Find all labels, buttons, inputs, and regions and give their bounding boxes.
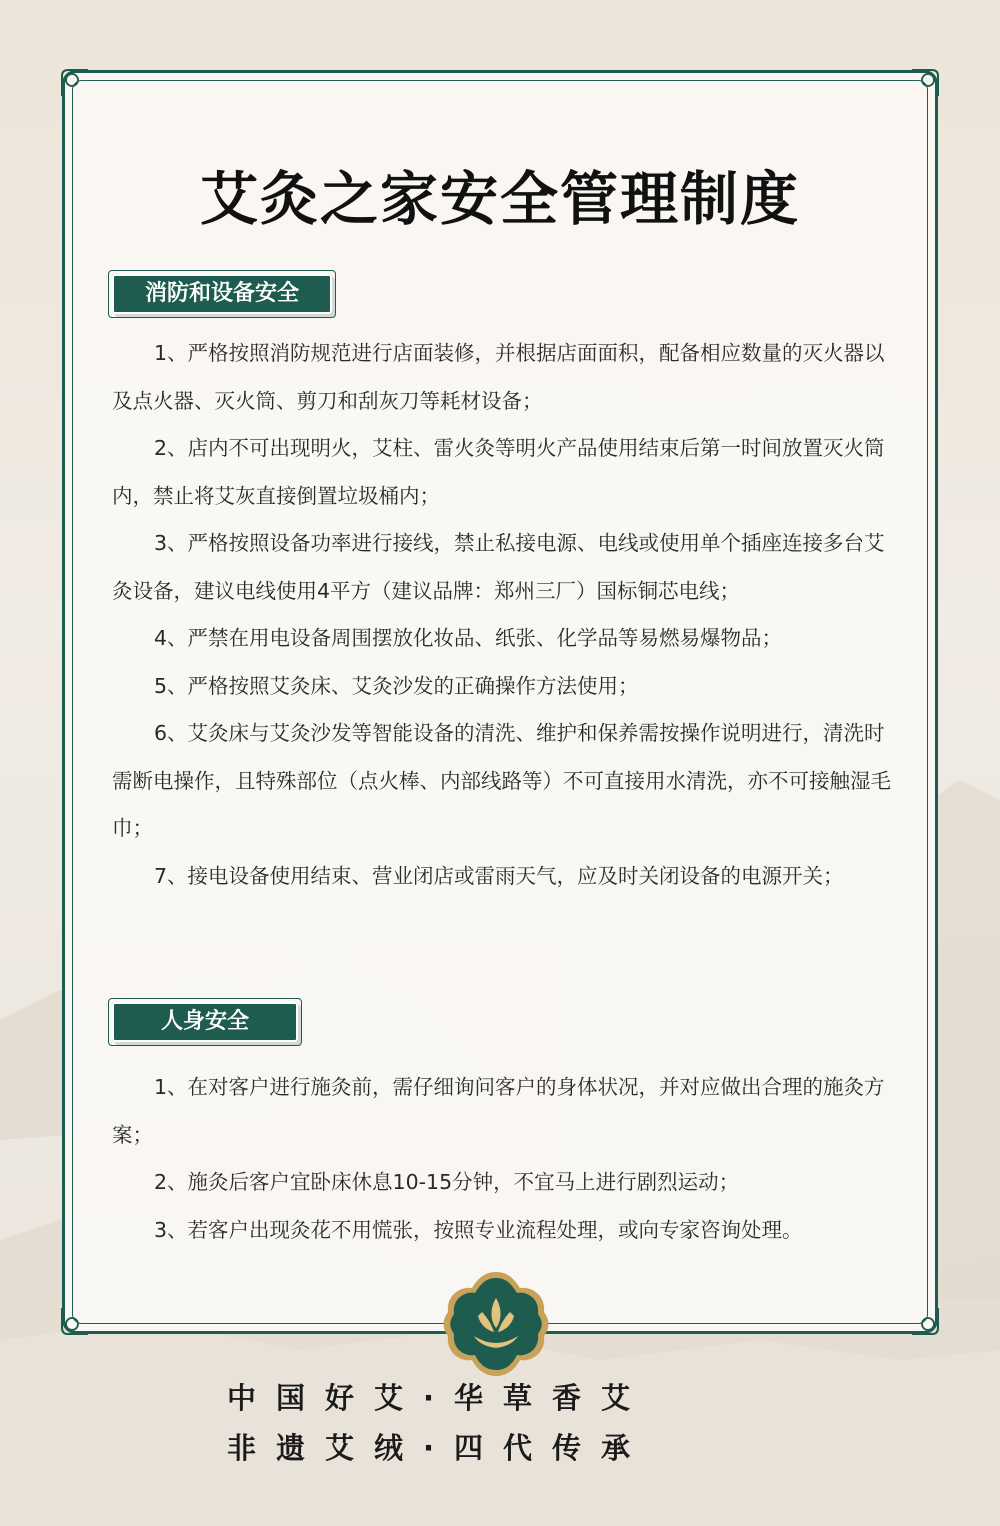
corner-ornament-icon xyxy=(908,1304,942,1338)
list-item: 1、在对客户进行施灸前，需仔细询问客户的身体状况，并对应做出合理的施灸方案； xyxy=(112,1075,885,1147)
list-item: 7、接电设备使用结束、营业闭店或雷雨天气，应及时关闭设备的电源开关； xyxy=(154,863,844,888)
page-title: 艾灸之家安全管理制度 xyxy=(199,165,800,233)
list-item: 2、施灸后客户宜卧床休息10-15分钟，不宜马上进行剧烈运动； xyxy=(154,1170,740,1194)
section-content-personal-safety xyxy=(112,1064,894,1254)
list-item: 5、严格按照艾灸床、艾灸沙发的正确操作方法使用； xyxy=(154,673,639,698)
section-label-personal-safety: 人身安全 xyxy=(112,1002,298,1042)
section-label-fire-equipment: 消防和设备安全 xyxy=(112,274,332,314)
corner-ornament-icon xyxy=(58,66,92,100)
corner-ornament-icon xyxy=(908,66,942,100)
lotus-emblem-icon xyxy=(440,1268,552,1378)
list-item: 3、严格按照设备功率进行接线，禁止私接电源、电线或使用单个插座连接多台艾灸设备，建议电线使用4平方（建议品牌：郑州三厂）国标铜芯电线； xyxy=(112,531,885,603)
list-item: 3、若客户出现灸花不用慌张，按照专业流程处理，或向专家咨询处理。 xyxy=(154,1217,803,1242)
list-item: 4、严禁在用电设备周围摆放化妆品、纸张、化学品等易燃易爆物品； xyxy=(154,626,783,650)
section-content-fire-equipment xyxy=(112,330,894,900)
list-item: 2、店内不可出现明火，艾柱、雷火灸等明火产品使用结束后第一时间放置灭火筒内，禁止将艾灰直接倒置垃圾桶内； xyxy=(112,436,885,508)
list-item: 1、严格按照消防规范进行店面装修，并根据店面面积，配备相应数量的灭火器以及点火器、灭火筒、剪刀和刮灰刀等耗材设备； xyxy=(112,341,885,413)
list-item: 6、艾灸床与艾灸沙发等智能设备的清洗、维护和保养需按操作说明进行，清洗时需断电操作，且特殊部位（点火棒、内部线路等）不可直接用水清洗，亦不可接触湿毛巾； xyxy=(112,721,891,840)
slogan-line-1: 中国好艾·华草香艾 xyxy=(227,1381,651,1415)
slogan-line-2: 非遗艾绒·四代传承 xyxy=(227,1431,651,1465)
corner-ornament-icon xyxy=(58,1304,92,1338)
